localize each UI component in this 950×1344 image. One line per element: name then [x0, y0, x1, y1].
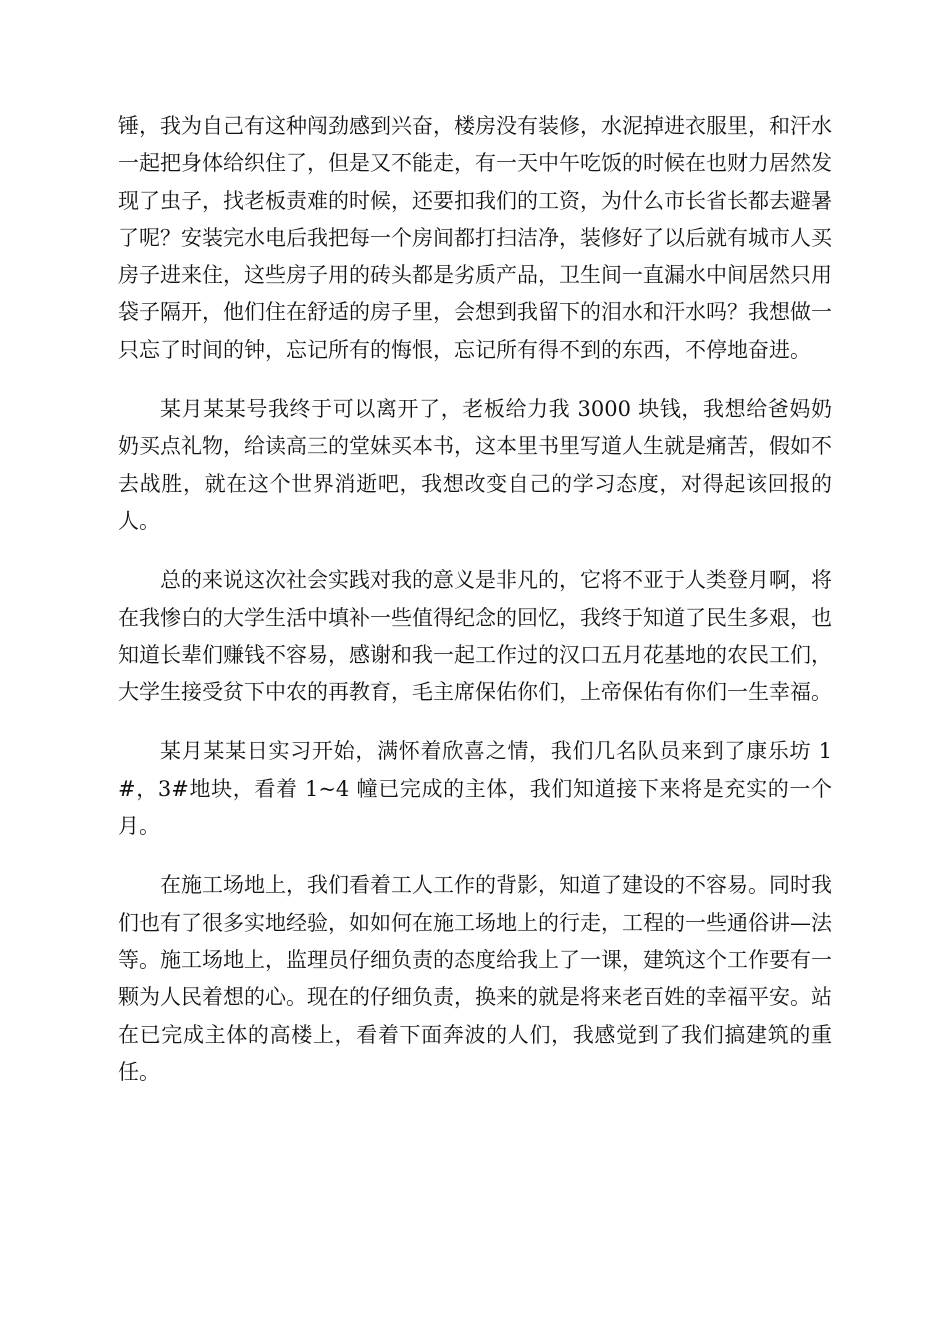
paragraph-5: 在施工场地上，我们看着工人工作的背影，知道了建设的不容易。同时我们也有了很多实地经验，如如何在施工场地上的行走，工程的一些通俗讲—法等。施工场地上，监理员仔细负责的态度给我上了一课，建筑这个工作要有一颗为人民着想的心。现在的仔细负责，换来的就是将来老百姓的幸福平安。站在已完成主体的高楼上，看着下面奔波的人们，我感觉到了我们搞建筑的重任。: [118, 873, 832, 1084]
paragraph-3: 总的来说这次社会实践对我的意义是非凡的，它将不亚于人类登月啊，将在我惨白的大学生活中填补一些值得纪念的回忆，我终于知道了民生多艰，也知道长辈们赚钱不容易，感谢和我一起工作过的汉口五月花基地的农民工们，大学生接受贫下中农的再教育，毛主席保佑你们，上帝保佑有你们一生幸福。: [118, 568, 832, 705]
paragraph-2: 某月某某号我终于可以离开了，老板给力我 3000 块钱，我想给爸妈奶奶买点礼物，给读高三的堂妹买本书，这本里书里写道人生就是痛苦，假如不去战胜，就在这个世界消逝吧，我想改变自己的学习态度，对得起该回报的人。: [118, 397, 832, 533]
document-body: [118, 108, 832, 1113]
paragraph-4: 某月某某日实习开始，满怀着欣喜之情，我们几名队员来到了康乐坊 1#，3#地块，看着 1~4 幢已完成的主体，我们知道接下来将是充实的一个月。: [118, 739, 832, 839]
paragraph-1: 锤，我为自己有这种闯劲感到兴奋，楼房没有装修，水泥掉进衣服里，和汗水一起把身体给织住了，但是又不能走，有一天中午吃饭的时候在也财力居然发现了虫子，找老板责难的时候，还要扣我们的工资，为什么市长省长都去避暑了呢？安装完水电后我把每一个房间都打扫洁净，装修好了以后就有城市人买房子进来住，这些房子用的砖头都是劣质产品，卫生间一直漏水中间居然只用袋子隔开，他们住在舒适的房子里，会想到我留下的泪水和汗水吗？我想做一只忘了时间的钟，忘记所有的悔恨，忘记所有得不到的东西，不停地奋进。: [118, 114, 832, 362]
